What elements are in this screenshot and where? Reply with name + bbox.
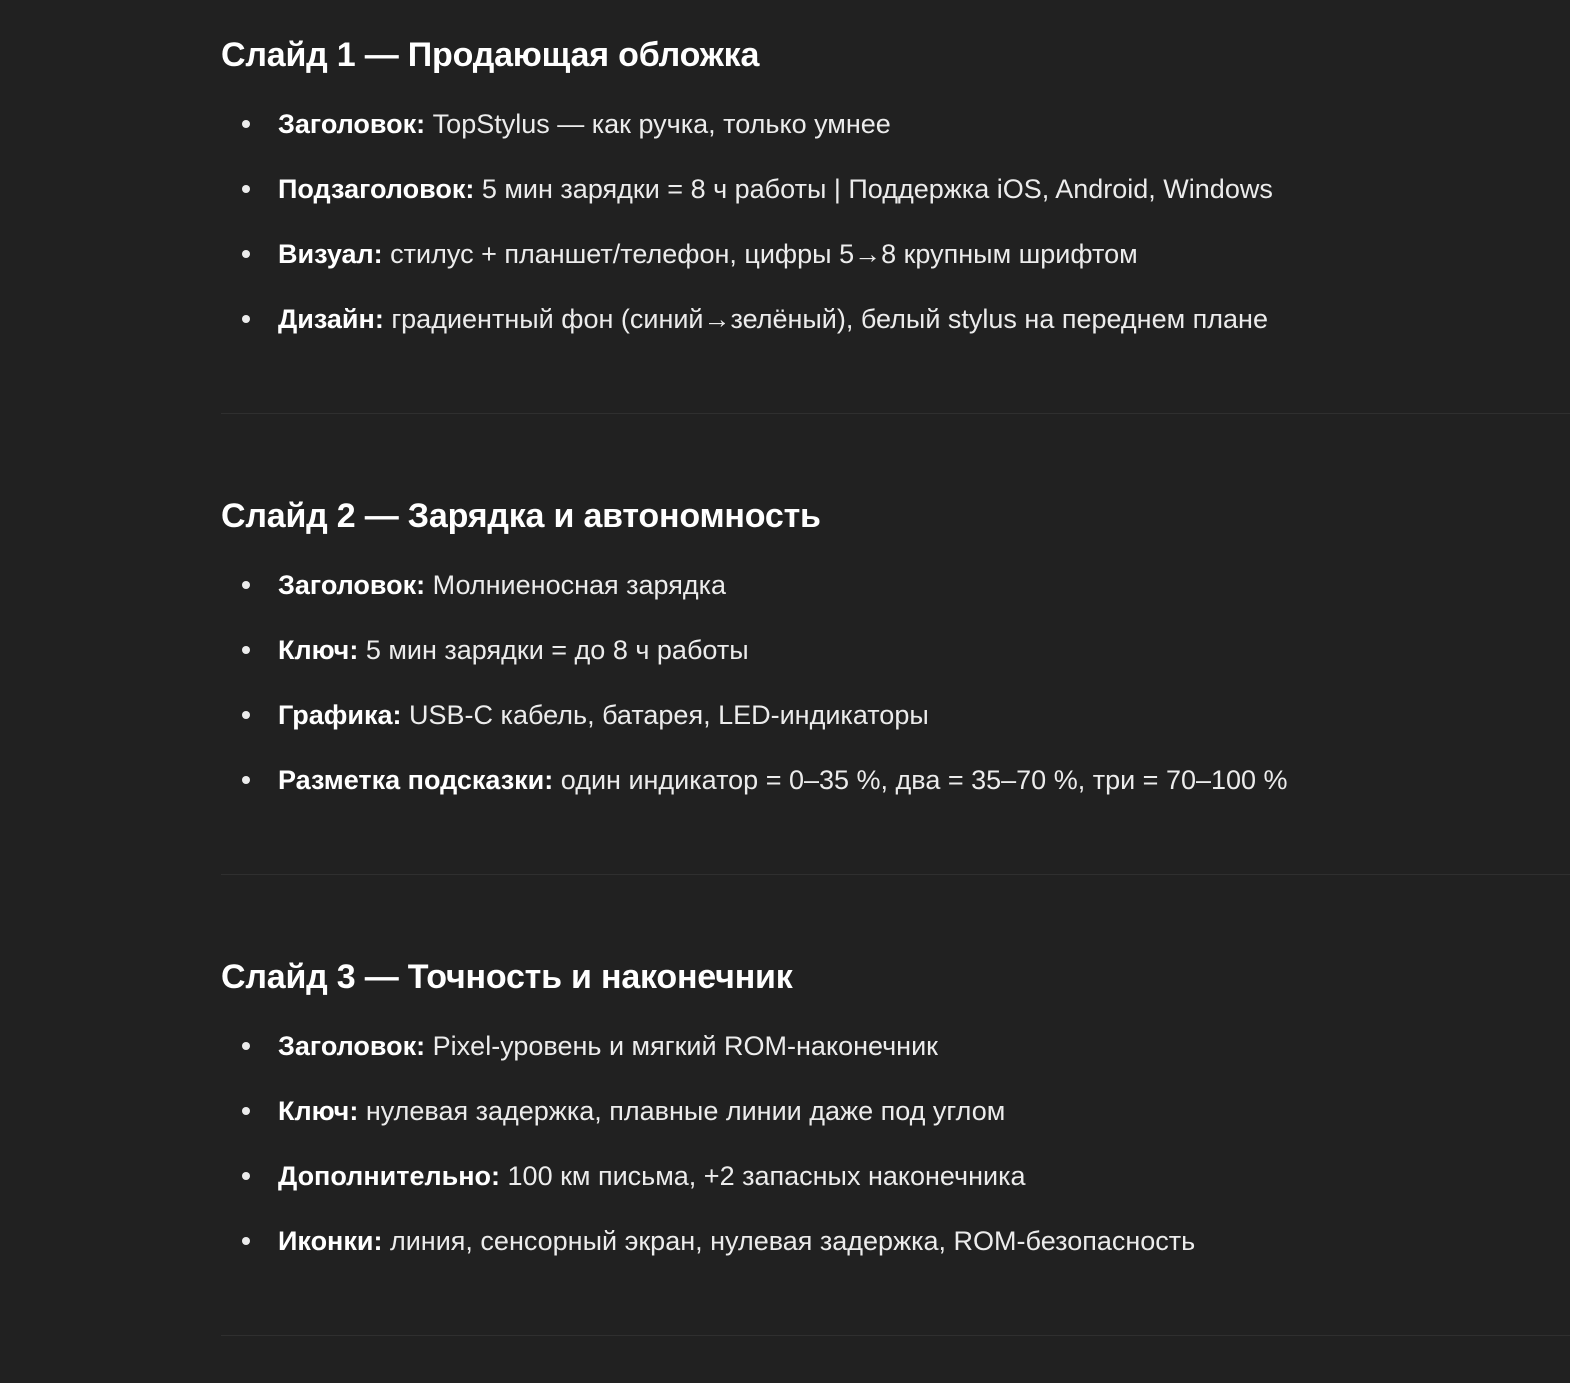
slide-1-title: Слайд 1 — Продающая обложка (221, 36, 760, 74)
slide-1-bullets (221, 100, 1273, 360)
chat-message-content (221, 0, 1570, 1383)
bullet-text: Pixel-уровень и мягкий ROM-наконечник (425, 1031, 938, 1061)
bullet-dot-icon (242, 1237, 250, 1245)
bullet-label: Дополнительно: (278, 1161, 501, 1191)
list-item (221, 1152, 1195, 1217)
bullet-dot-icon (242, 776, 250, 784)
bullet-dot-icon (242, 315, 250, 323)
bullet-text: Молниеносная зарядка (425, 570, 727, 600)
bullet-label: Графика: (278, 700, 402, 730)
bullet-text: один индикатор = 0–35 %, два = 35–70 %, три = 70–100 % (553, 765, 1288, 795)
bullet-text: USB-C кабель, батарея, LED-индикаторы (401, 700, 929, 730)
bullet-dot-icon (242, 646, 250, 654)
section-divider (221, 413, 1570, 414)
bullet-dot-icon (242, 120, 250, 128)
slide-2-title: Слайд 2 — Зарядка и автономность (221, 497, 821, 535)
bullet-label: Ключ: (278, 1096, 359, 1126)
bullet-text: 5 мин зарядки = 8 ч работы | Поддержка iOS, Android, Windows (474, 174, 1273, 204)
slide-1-section (221, 0, 1570, 461)
bullet-text: нулевая задержка, плавные линии даже под углом (358, 1096, 1006, 1126)
list-item (221, 100, 1273, 165)
slide-2-section (221, 461, 1570, 922)
section-divider (221, 1335, 1570, 1336)
bullet-dot-icon (242, 250, 250, 258)
bullet-text: TopStylus — как ручка, только умнее (425, 109, 891, 139)
bullet-label: Заголовок: (278, 109, 426, 139)
slide-3-section (221, 922, 1570, 1383)
bullet-dot-icon (242, 185, 250, 193)
list-item (221, 295, 1273, 360)
bullet-label: Визуал: (278, 239, 383, 269)
bullet-dot-icon (242, 1107, 250, 1115)
slide-3-bullets (221, 1022, 1195, 1282)
bullet-label: Ключ: (278, 635, 359, 665)
slide-3-title: Слайд 3 — Точность и наконечник (221, 958, 793, 996)
bullet-text: градиентный фон (синий→зелёный), белый stylus на переднем плане (383, 304, 1268, 334)
bullet-text: 100 км письма, +2 запасных наконечника (500, 1161, 1026, 1191)
bullet-text: линия, сенсорный экран, нулевая задержка, ROM-безопасность (382, 1226, 1196, 1256)
bullet-label: Подзаголовок: (278, 174, 475, 204)
list-item (221, 1087, 1195, 1152)
bullet-label: Заголовок: (278, 1031, 426, 1061)
list-item (221, 561, 1288, 626)
bullet-dot-icon (242, 581, 250, 589)
bullet-text: стилус + планшет/телефон, цифры 5→8 крупным шрифтом (382, 239, 1138, 269)
list-item (221, 1217, 1195, 1282)
list-item (221, 626, 1288, 691)
list-item (221, 691, 1288, 756)
list-item (221, 230, 1273, 295)
list-item (221, 165, 1273, 230)
bullet-label: Разметка подсказки: (278, 765, 554, 795)
bullet-text: 5 мин зарядки = до 8 ч работы (358, 635, 749, 665)
list-item (221, 756, 1288, 821)
bullet-dot-icon (242, 711, 250, 719)
section-divider (221, 874, 1570, 875)
slide-2-bullets (221, 561, 1288, 821)
bullet-dot-icon (242, 1172, 250, 1180)
bullet-label: Дизайн: (278, 304, 384, 334)
bullet-label: Заголовок: (278, 570, 426, 600)
list-item (221, 1022, 1195, 1087)
bullet-dot-icon (242, 1042, 250, 1050)
bullet-label: Иконки: (278, 1226, 383, 1256)
